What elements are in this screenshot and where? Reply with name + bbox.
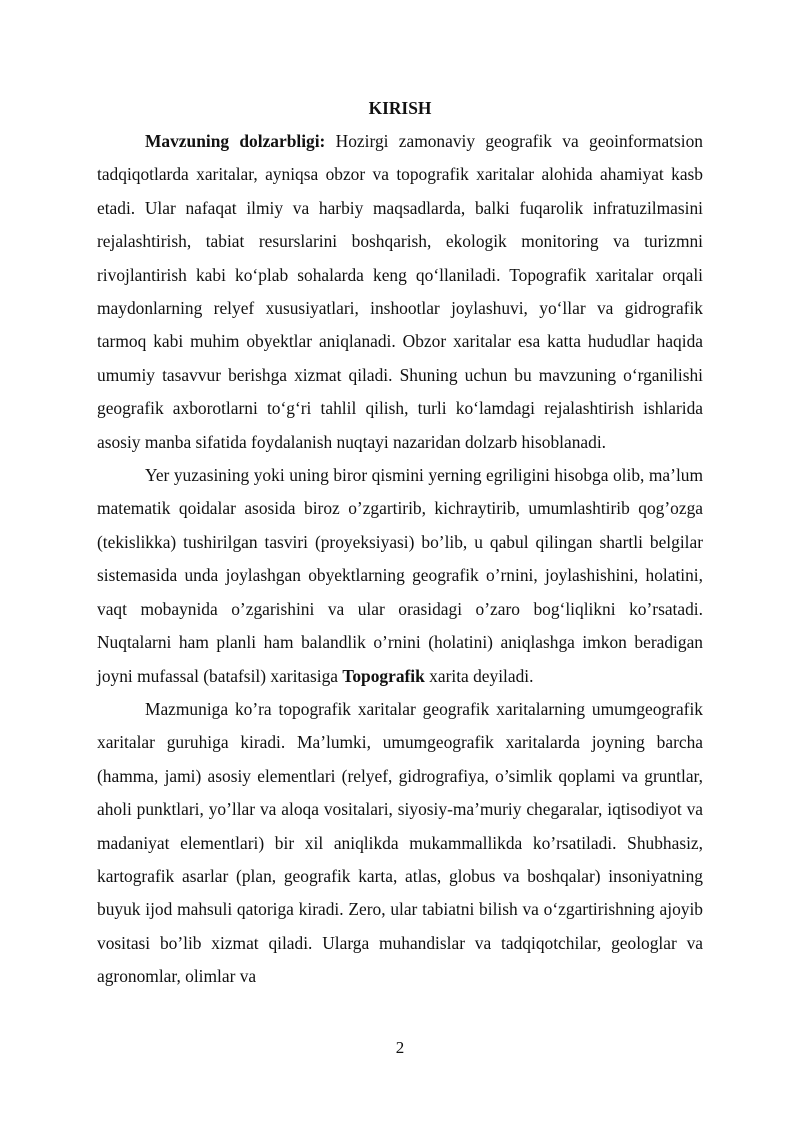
relevance-lead: Mavzuning dolzarbligi:	[145, 131, 326, 151]
paragraph-content	[97, 693, 703, 994]
content-text: Mazmuniga ko’ra topografik xaritalar geografik xaritalarning umumgeografik xaritalar guruhiga kiradi. Ma’lumki, umumgeografik xaritalarda joyning barcha (hamma, jami) asosiy elementlari (relyef, gidrografiya, o’simlik qoplami va gruntlar, aholi punktlari, yo’llar va aloqa vositalari, siyosiy-ma’muriy chegaralar, iqtisodiyot va madaniyat elementlari) bir xil aniqlikda mukammallikda ko’rsatiladi. Shubhasiz, kartografik asarlar (plan, geografik karta, atlas, globus va boshqalar) insoniyatning buyuk ijod mahsuli qatoriga kiradi. Zero, ular tabiatni bilish va oʻzgartirishning ajoyib vositasi bo’lib xizmat qiladi. Ularga muhandislar va tadqiqotchilar, geologlar va agronomlar, olimlar va	[97, 698, 703, 987]
document-body	[97, 125, 703, 994]
section-heading: KIRISH	[368, 98, 432, 118]
definition-text: Yer yuzasining yoki uning biror qismini yerning egriligini hisobga olib, ma’lum matematik qoidalar asosida biroz o’zgartirib, kichraytirib, umumlashtirib qog’ozga (tekislikka) tushirilgan tasviri (proyeksiyasi) bo’lib, u qabul qilingan shartli belgilar sistemasida unda joylashgan obyektlarning geografik o’rnini, joylashishini, holatini, vaqt mobaynida o’zgarishini va ular orasidagi o’zaro bog‘liqlikni ko’rsatadi. Nuqtalarni ham planli ham balandlik o’rnini (holatini) aniqlashga imkon beradigan joyni mufassal (batafsil) xaritasiga	[97, 465, 703, 686]
relevance-text: Hozirgi zamonaviy geografik va geoinformatsion tadqiqotlarda xaritalar, ayniqsa obzor va topografik xaritalar alohida ahamiyat kasb etadi. Ular nafaqat ilmiy va harbiy maqsadlarda, balki fuqarolik infratuzilmasini rejalashtirish, tabiat resurslarini boshqarish, ekologik monitoring va turizmni rivojlantirish kabi koʻplab sohalarda keng qoʻllaniladi. Topografik xaritalar orqali maydonlarning relyef xususiyatlari, inshootlar joylashuvi, yoʻllar va gidrografik tarmoq kabi muhim obyektlar aniqlanadi. Obzor xaritalar esa katta hududlar haqida umumiy tasavvur berishga xizmat qiladi. Shuning uchun bu mavzuning oʻrganilishi geografik axborotlarni toʻgʻri tahlil qilish, turli koʻlamdagi rejalashtirish ishlarida asosiy manba sifatida foydalanish nuqtayi nazaridan dolzarb hisoblanadi.	[97, 131, 703, 452]
page-number: 2	[395, 1038, 405, 1057]
definition-term: Topografik	[342, 665, 425, 686]
paragraph-relevance	[97, 125, 703, 459]
definition-tail: xarita deyiladi.	[424, 665, 534, 686]
paragraph-definition	[97, 459, 703, 693]
